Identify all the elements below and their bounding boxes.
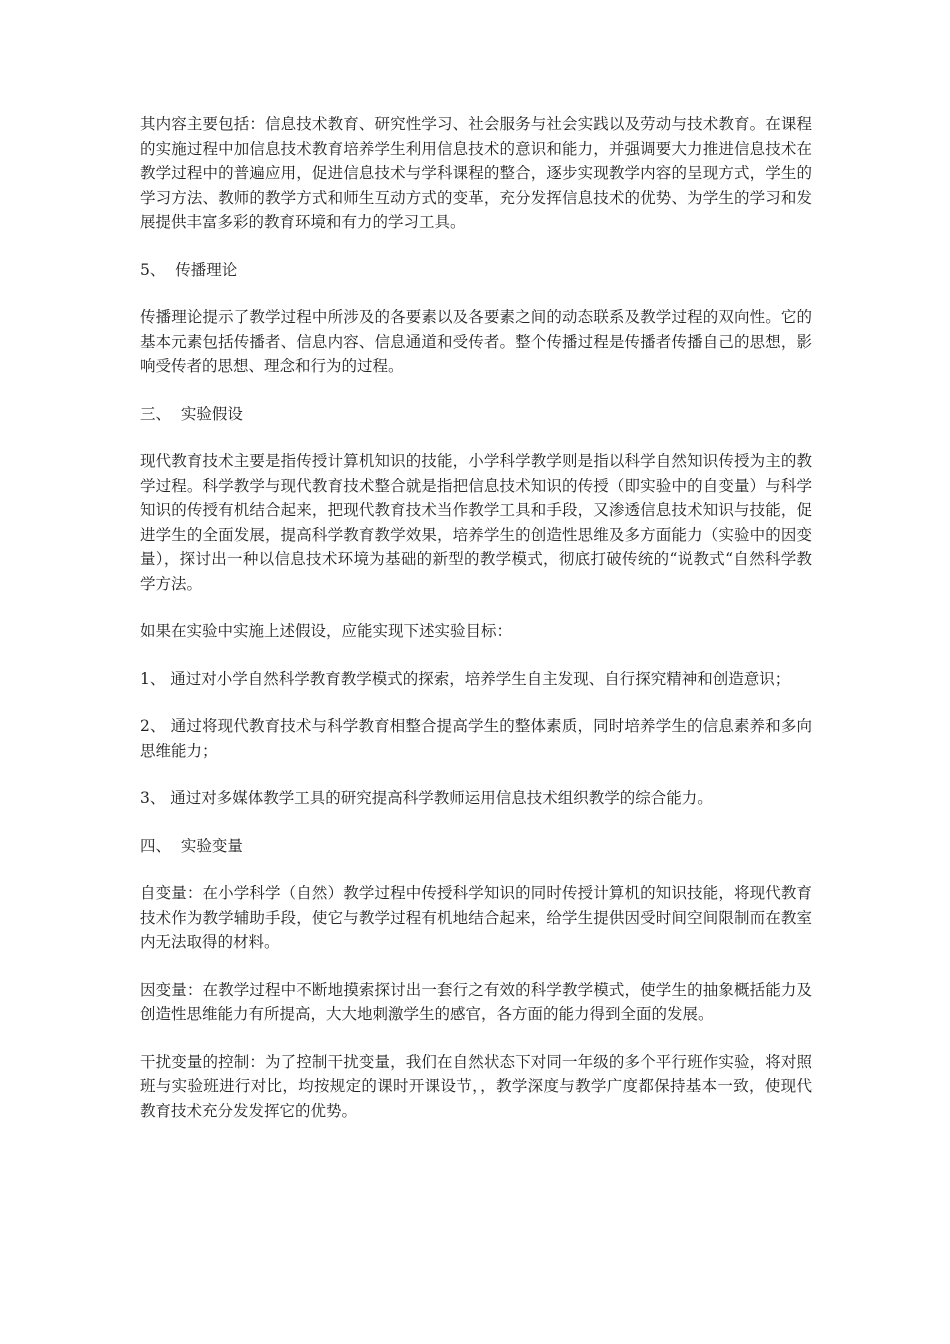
heading-experimental-hypothesis: 三、 实验假设 [140, 404, 243, 423]
paragraph-communication-theory: 传播理论提示了教学过程中所涉及的各要素以及各要素之间的动态联系及教学过程的双向性。它的基本元素包括传播者、信息内容、信息通道和受传者。整个传播过程是传播者传播自己的思想，影响受传者的思想、理念和行为的过程。 [140, 308, 812, 375]
list-item-goal-1: 1、 通过对小学自然科学教育教学模式的探索，培养学生自主发现、自行探究精神和创造意识； [140, 669, 791, 688]
paragraph-goals-intro: 如果在实验中实施上述假设，应能实现下述实验目标： [140, 622, 513, 640]
document-body [140, 112, 812, 1123]
heading-communication-theory: 5、 传播理论 [140, 260, 238, 279]
paragraph-independent-variable: 自变量：在小学科学（自然）教学过程中传授科学知识的同时传授计算机的知识技能，将现代教育技术作为教学辅助手段，使它与教学过程有机地结合起来，给学生提供因受时间空间限制而在教室内无法取得的材料。 [140, 884, 812, 951]
heading-experimental-variables: 四、 实验变量 [140, 836, 243, 855]
list-item-goal-2: 2、 通过将现代教育技术与科学教育相整合提高学生的整体素质，同时培养学生的信息素养和多向思维能力； [140, 717, 812, 760]
list-item-goal-3: 3、 通过对多媒体教学工具的研究提高科学教师运用信息技术组织教学的综合能力。 [140, 789, 713, 807]
paragraph-curriculum-content: 其内容主要包括：信息技术教育、研究性学习、社会服务与社会实践以及劳动与技术教育。在课程的实施过程中加信息技术教育培养学生利用信息技术的意识和能力，并强调要大力推进信息技术在教学过程中的普遍应用，促进信息技术与学科课程的整合，逐步实现教学内容的呈现方式，学生的学习方法、教师的教学方式和师生互动方式的变革，充分发挥信息技术的优势、为学生的学习和发展提供丰富多彩的教育环境和有力的学习工具。 [140, 115, 812, 231]
paragraph-dependent-variable: 因变量：在教学过程中不断地摸索探讨出一套行之有效的科学教学模式，使学生的抽象概括能力及创造性思维能力有所提高，大大地刺激学生的感官，各方面的能力得到全面的发展。 [140, 980, 812, 1023]
paragraph-interference-control: 干扰变量的控制：为了控制干扰变量，我们在自然状态下对同一年级的多个平行班作实验，将对照班与实验班进行对比，均按规定的课时开课设节，，教学深度与教学广度都保持基本一致，使现代教育技术充分发发挥它的优势。 [140, 1052, 812, 1120]
paragraph-hypothesis: 现代教育技术主要是指传授计算机知识的技能，小学科学教学则是指以科学自然知识传授为主的教学过程。科学教学与现代教育技术整合就是指把信息技术知识的传授（即实验中的自变量）与科学知识的传授有机结合起来，把现代教育技术当作教学工具和手段，又渗透信息技术知识与技能，促进学生的全面发展，提高科学教育教学效果，培养学生的创造性思维及多方面能力（实验中的因变量），探讨出一种以信息技术环境为基础的新型的教学模式，彻底打破传统的“说教式“自然科学教学方法。 [140, 452, 812, 593]
